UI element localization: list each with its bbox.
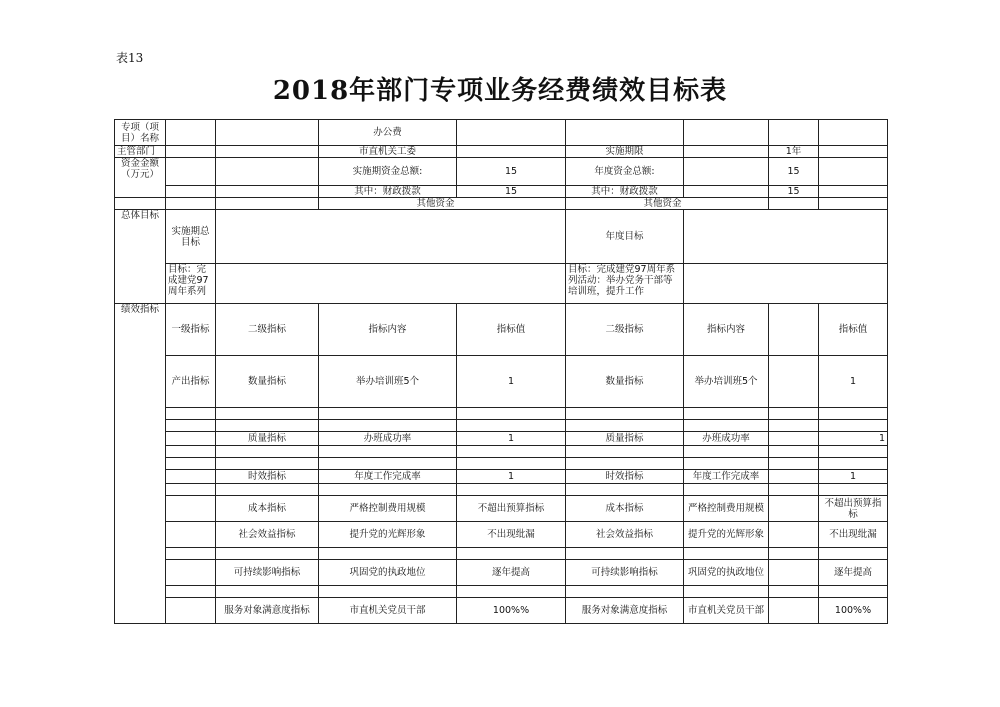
annual-goal-label: 年度目标 <box>566 210 684 264</box>
level2-header: 二级指标 <box>216 304 319 356</box>
table-row: 可持续影响指标 巩固党的执政地位 逐年提高 可持续影响指标 巩固党的执政地位 逐年提高 <box>115 560 888 586</box>
table-number: 表13 <box>116 51 144 65</box>
funds-label: 资金金额（万元） <box>115 158 166 198</box>
table-row <box>115 264 888 304</box>
other-funds-label-2: 其他资金 <box>566 198 684 210</box>
table-row <box>115 146 888 158</box>
other-funds-label: 其他资金 <box>319 198 457 210</box>
perf-label: 绩效指标 <box>115 304 166 624</box>
table-row: 质量指标 办班成功率 1 质量指标 办班成功率 1 <box>115 432 888 446</box>
table-row <box>115 198 888 210</box>
department-value: 市直机关工委 <box>319 146 457 158</box>
output-label: 产出指标 <box>166 356 216 408</box>
fiscal-funds-label-2: 其中：财政拨款 <box>566 186 684 198</box>
table-row <box>115 120 888 146</box>
table-row <box>115 210 888 264</box>
table-row: 时效指标 年度工作完成率 1 时效指标 年度工作完成率 1 <box>115 470 888 484</box>
fiscal-funds-value: 15 <box>457 186 566 198</box>
table-row <box>115 186 888 198</box>
period-label: 实施期限 <box>566 146 684 158</box>
project-label: 专项（项目）名称 <box>115 120 166 146</box>
annual-funds-label: 年度资金总额: <box>566 158 684 186</box>
table-row: 服务对象满意度指标 市直机关党员干部 100%% 服务对象满意度指标 市直机关党员干部 100%% <box>115 598 888 624</box>
total-funds-value: 15 <box>457 158 566 186</box>
table-row <box>115 484 888 496</box>
overall-goal-label: 总体目标 <box>115 210 166 304</box>
table-row: 社会效益指标 提升党的光辉形象 不出现纰漏 社会效益指标 提升党的光辉形象 不出现纰漏 <box>115 522 888 548</box>
table-row <box>115 586 888 598</box>
project-value: 办公费 <box>319 120 457 146</box>
total-funds-label: 实施期资金总额: <box>319 158 457 186</box>
annual-goal-text: 目标：完成建党97周年系列活动：举办党务干部等培训班，提升工作 <box>566 264 684 304</box>
table-row <box>115 158 888 186</box>
period-goal-text: 目标：完成建党97周年系列 <box>166 264 216 304</box>
annual-funds-value: 15 <box>769 158 819 186</box>
fiscal-funds-label: 其中：财政拨款 <box>319 186 457 198</box>
level2-header-2: 二级指标 <box>566 304 684 356</box>
value-header: 指标值 <box>457 304 566 356</box>
table-row <box>115 446 888 458</box>
table-row <box>115 408 888 420</box>
period-goal-label: 实施期总目标 <box>166 210 216 264</box>
page-title: 2018年部门专项业务经费绩效目标表 <box>272 76 728 106</box>
fiscal-funds-value-2: 15 <box>769 186 819 198</box>
period-value: 1年 <box>769 146 819 158</box>
content-header-2: 指标内容 <box>684 304 769 356</box>
performance-table <box>114 119 888 624</box>
table-row <box>115 420 888 432</box>
table-row <box>115 458 888 470</box>
table-row: 产出指标 数量指标 举办培训班5个 1 数量指标 举办培训班5个 1 <box>115 356 888 408</box>
table-row <box>115 304 888 356</box>
department-label: 主管部门 <box>115 146 166 158</box>
level1-header: 一级指标 <box>166 304 216 356</box>
value-header-2: 指标值 <box>819 304 888 356</box>
table-row: 成本指标 严格控制费用规模 不超出预算指标 成本指标 严格控制费用规模 不超出预算指标 <box>115 496 888 522</box>
table-row <box>115 548 888 560</box>
content-header: 指标内容 <box>319 304 457 356</box>
